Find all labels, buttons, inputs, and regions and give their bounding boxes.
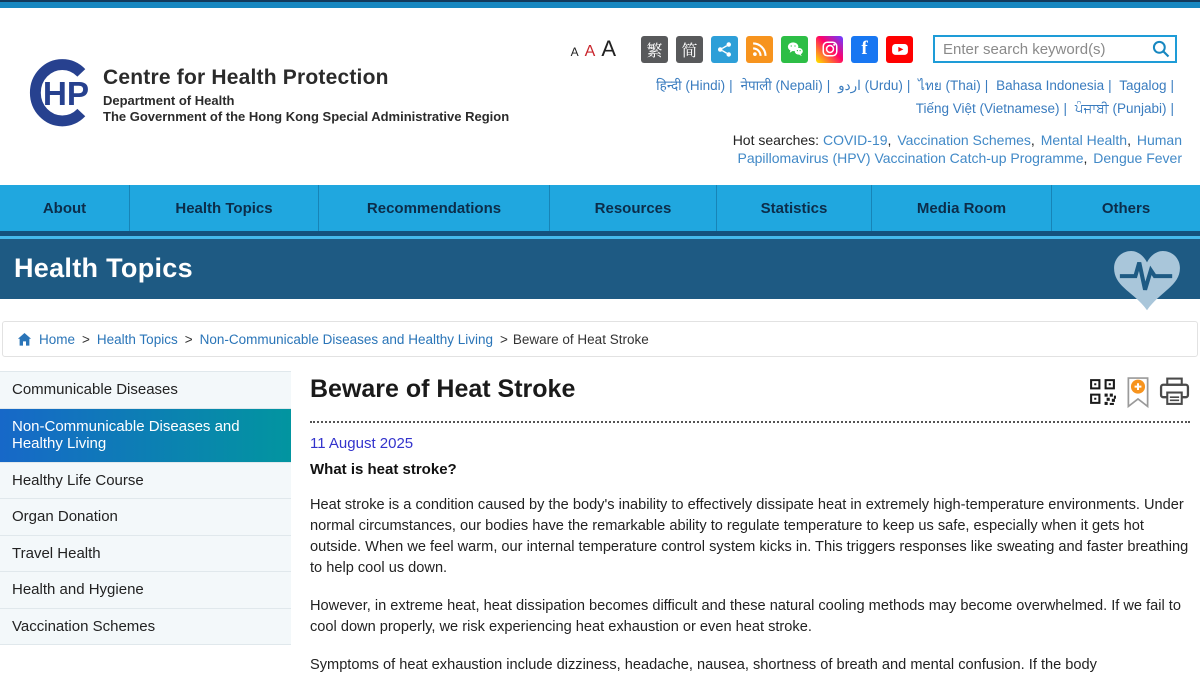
share-icon[interactable] [711, 36, 738, 63]
page-banner [0, 236, 1200, 299]
chp-logo-icon [25, 56, 89, 132]
font-size-medium-button[interactable]: A [582, 44, 599, 60]
breadcrumb-home[interactable]: Home [39, 331, 76, 347]
nav-health-topics[interactable]: Health Topics [130, 185, 319, 231]
traditional-chinese-button[interactable]: 繁 [641, 36, 668, 63]
rss-icon[interactable] [746, 36, 773, 63]
main-nav [0, 185, 1200, 236]
hot-search-covid19[interactable]: COVID-19 [822, 132, 888, 148]
chp-logo[interactable] [25, 56, 509, 132]
hot-search-mental-health[interactable]: Mental Health [1040, 132, 1128, 148]
logo-letters: HP [42, 75, 90, 113]
utility-bar [568, 35, 1177, 63]
article-date: 11 August 2025 [310, 435, 414, 452]
font-size-small-button[interactable]: A [568, 46, 582, 58]
instagram-icon[interactable] [816, 36, 843, 63]
search-icon[interactable] [1151, 39, 1171, 59]
hot-searches-label: Hot searches: [732, 132, 820, 148]
page-title: Beware of Heat Stroke [310, 375, 576, 403]
hot-search-vaccination-schemes[interactable]: Vaccination Schemes [897, 132, 1031, 148]
sidebar-item-vaccination-schemes[interactable]: Vaccination Schemes [0, 609, 291, 646]
title-divider [310, 421, 1190, 423]
breadcrumb: Home > Health Topics > Non-Communicable Diseases and Healthy Living > Beware of Heat Stroke [2, 321, 1198, 357]
content-area [0, 371, 1200, 676]
nav-statistics[interactable]: Statistics [717, 185, 872, 231]
nav-resources[interactable]: Resources [550, 185, 717, 231]
hot-searches: Hot searches: COVID-19, Vaccination Schemes, Mental Health, Human Papillomavirus (HPV) Vaccination Catch-up Programme, Dengue Fever [732, 132, 1182, 166]
lang-punjabi[interactable]: ਪੰਜਾਬੀ (Punjabi) [1074, 101, 1167, 116]
simplified-chinese-button[interactable]: 简 [676, 36, 703, 63]
font-size-controls [568, 38, 619, 60]
sidebar-item-organ-donation[interactable]: Organ Donation [0, 499, 291, 536]
lang-nepali[interactable]: नेपाली (Nepali) [740, 78, 823, 93]
facebook-icon[interactable]: f [851, 36, 878, 63]
lang-bahasa[interactable]: Bahasa Indonesia [996, 78, 1105, 93]
search-input[interactable] [933, 35, 1177, 63]
print-icon[interactable] [1159, 377, 1190, 409]
article-paragraph-3: Symptoms of heat exhaustion include dizziness, headache, nausea, shortness of breath and mental confusion. If the body [310, 657, 1097, 673]
lang-vietnamese[interactable]: Tiếng Việt (Vietnamese) [915, 101, 1060, 116]
sidebar-item-health-and-hygiene[interactable]: Health and Hygiene [0, 572, 291, 609]
qr-code-icon[interactable] [1088, 377, 1117, 409]
hot-search-hpv-programme[interactable]: Human Papillomavirus (HPV) Vaccination Catch-up Programme [737, 132, 1182, 166]
logo-text-block [103, 56, 509, 124]
breadcrumb-current: Beware of Heat Stroke [512, 331, 649, 347]
lang-thai[interactable]: ไทย (Thai) [918, 78, 981, 93]
search-box [933, 35, 1177, 63]
lang-hindi[interactable]: हिन्दी (Hindi) [656, 78, 726, 93]
nav-recommendations[interactable]: Recommendations [319, 185, 550, 231]
department-line: Department of Health [103, 93, 235, 108]
banner-title: Health Topics [14, 253, 193, 283]
language-line-2: Tiếng Việt (Vietnamese) | ਪੰਜਾਬੀ (Punjabi) | [915, 101, 1174, 116]
heart-pulse-icon [1112, 249, 1182, 311]
sidebar-item-travel-health[interactable]: Travel Health [0, 536, 291, 573]
site-header [0, 8, 1200, 185]
bookmark-add-icon[interactable] [1126, 377, 1150, 411]
site-title: Centre for Health Protection [103, 66, 389, 89]
language-links [656, 74, 1178, 120]
article-subheading: What is heat stroke? [310, 461, 457, 478]
breadcrumb-wrap [0, 299, 1200, 357]
nav-others[interactable]: Others [1101, 199, 1151, 217]
article-paragraph-2: However, in extreme heat, heat dissipation becomes difficult and these natural cooling methods may become overwhelmed. If we fail to cool down properly, we risk experiencing heat exhaustion or even heat stroke. [310, 598, 1181, 635]
government-line: The Government of the Hong Kong Special Administrative Region [103, 109, 510, 124]
font-size-large-button[interactable]: A [598, 38, 619, 60]
nav-about[interactable]: About [0, 185, 130, 231]
article-paragraph-1: Heat stroke is a condition caused by the body's inability to effectively dissipate heat in extremely high-temperature environments. Under normal circumstances, our bodies have the remarkable ability to regulate temperature to keep us safe, especially when it gets hot outside. When we feel warm, our internal temperature control system kicks in. This triggers responses like sweating and faster breathing to help cool us down. [310, 497, 1189, 576]
article [291, 371, 1200, 676]
lang-tagalog[interactable]: Tagalog [1119, 78, 1167, 93]
home-icon[interactable] [17, 332, 32, 347]
breadcrumb-ncd-healthy-living[interactable]: Non-Communicable Diseases and Healthy Living [199, 331, 493, 347]
youtube-icon[interactable] [886, 36, 913, 63]
language-line-1: हिन्दी (Hindi) | नेपाली (Nepali) | اردو (Urdu) | ไทย (Thai) | Bahasa Indonesia | Tagalog | [656, 78, 1174, 93]
nav-media-room[interactable]: Media Room [872, 185, 1052, 231]
breadcrumb-health-topics[interactable]: Health Topics [96, 331, 178, 347]
lang-urdu[interactable]: اردو (Urdu) [838, 78, 903, 93]
hot-search-dengue-fever[interactable]: Dengue Fever [1093, 149, 1182, 166]
sidebar-item-healthy-life-course[interactable]: Healthy Life Course [0, 463, 291, 500]
sidebar [0, 371, 291, 676]
wechat-icon[interactable] [781, 36, 808, 63]
sidebar-item-communicable-diseases[interactable]: Communicable Diseases [0, 371, 291, 409]
article-tools [1079, 377, 1190, 411]
sidebar-item-non-communicable-diseases[interactable]: Non-Communicable Diseases and Healthy Living [0, 409, 291, 463]
